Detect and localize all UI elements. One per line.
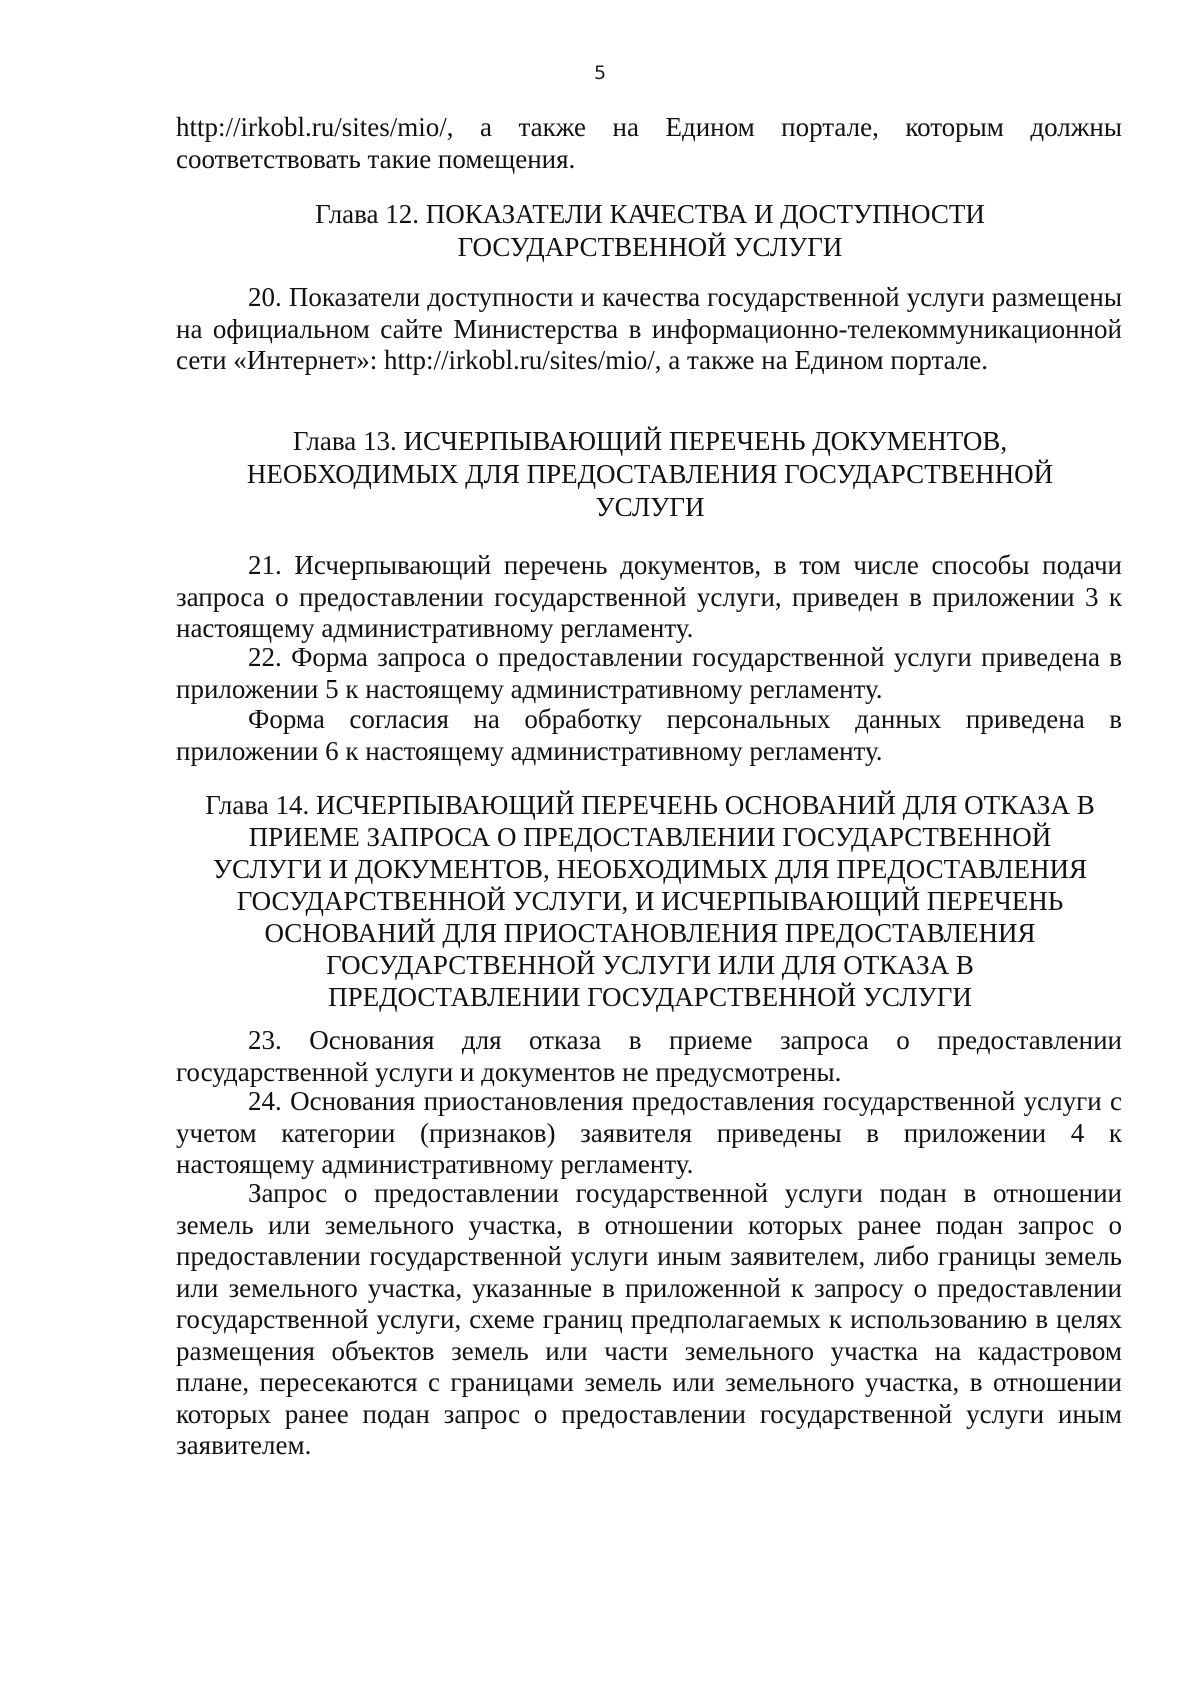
chapter-13-title-line: Глава 13. ИСЧЕРПЫВАЮЩИЙ ПЕРЕЧЕНЬ ДОКУМЕНТОВ, — [292, 426, 1008, 456]
chapter-13-title-line: НЕОБХОДИМЫХ ДЛЯ ПРЕДОСТАВЛЕНИЯ ГОСУДАРСТВЕННОЙ — [246, 459, 1054, 489]
paragraph-24: 24. Основания приостановления предоставления государственной услуги с учетом категории (признаков) заявителя приведены в приложении 4 к настоящему административному регламенту. — [176, 1086, 1122, 1179]
chapter-14-title-line: Глава 14. ИСЧЕРПЫВАЮЩИЙ ПЕРЕЧЕНЬ ОСНОВАНИЙ ДЛЯ ОТКАЗА В — [205, 790, 1095, 820]
chapter-14-title-line: ОСНОВАНИЙ ДЛЯ ПРИОСТАНОВЛЕНИЯ ПРЕДОСТАВЛЕНИЯ — [264, 918, 1036, 948]
intro-paragraph: http://irkobl.ru/sites/mio/, а также на Едином портале, которым должны соответствовать такие помещения. — [176, 112, 1122, 174]
chapter-14-title-line: ГОСУДАРСТВЕННОЙ УСЛУГИ, И ИСЧЕРПЫВАЮЩИЙ ПЕРЕЧЕНЬ — [236, 886, 1064, 916]
paragraph-21: 21. Исчерпывающий перечень документов, в том числе способы подачи запроса о предоставлении государственной услуги, приведен в приложении 3 к настоящему административному регламенту. — [176, 550, 1122, 643]
chapter-12-title-line: Глава 12. ПОКАЗАТЕЛИ КАЧЕСТВА И ДОСТУПНОСТИ — [315, 199, 985, 229]
paragraph-20: 20. Показатели доступности и качества государственной услуги размещены на официальном сайте Министерства в информационно-телекоммуникационной сети «Интернет»: http://irkobl.ru/sites/mio/, а также на Едином портале. — [176, 282, 1122, 375]
chapter-13-heading — [150, 425, 1150, 524]
chapter-14-title-line: ГОСУДАРСТВЕННОЙ УСЛУГИ ИЛИ ДЛЯ ОТКАЗА В — [326, 950, 974, 980]
chapter-14-title-line: УСЛУГИ И ДОКУМЕНТОВ, НЕОБХОДИМЫХ ДЛЯ ПРЕДОСТАВЛЕНИЯ — [212, 854, 1088, 884]
chapter-13-title-line: УСЛУГИ — [595, 492, 705, 522]
chapter-14-heading — [150, 789, 1150, 1013]
paragraph-22-consent: Форма согласия на обработку персональных данных приведена в приложении 6 к настоящему административному регламенту. — [176, 704, 1122, 766]
page-number: 5 — [593, 62, 607, 84]
chapter-12-heading — [150, 198, 1150, 264]
chapter-12-title-line: ГОСУДАРСТВЕННОЙ УСЛУГИ — [457, 232, 843, 262]
paragraph-24-request: Запрос о предоставлении государственной услуги подан в отношении земель или земельного участка, в отношении которых ранее подан запрос о предоставлении государственной услуги иным заявителем, либо границы земель или земельного участка, указанные в приложенной к запросу о предоставлении государственной услуги, схеме границ предполагаемых к использованию в целях размещения объектов земель или части земельного участка на кадастровом плане, пересекаются с границами земель или земельного участка, в отношении которых ранее подан запрос о предоставлении государственной услуги иным заявителем. — [176, 1178, 1122, 1460]
chapter-14-title-line: ПРИЕМЕ ЗАПРОСА О ПРЕДОСТАВЛЕНИИ ГОСУДАРСТВЕННОЙ — [248, 822, 1052, 852]
paragraph-23: 23. Основания для отказа в приеме запроса о предоставлении государственной услуги и документов не предусмотрены. — [176, 1025, 1122, 1087]
chapter-14-title-line: ПРЕДОСТАВЛЕНИИ ГОСУДАРСТВЕННОЙ УСЛУГИ — [328, 982, 972, 1012]
paragraph-22: 22. Форма запроса о предоставлении государственной услуги приведена в приложении 5 к настоящему административному регламенту. — [176, 642, 1122, 704]
